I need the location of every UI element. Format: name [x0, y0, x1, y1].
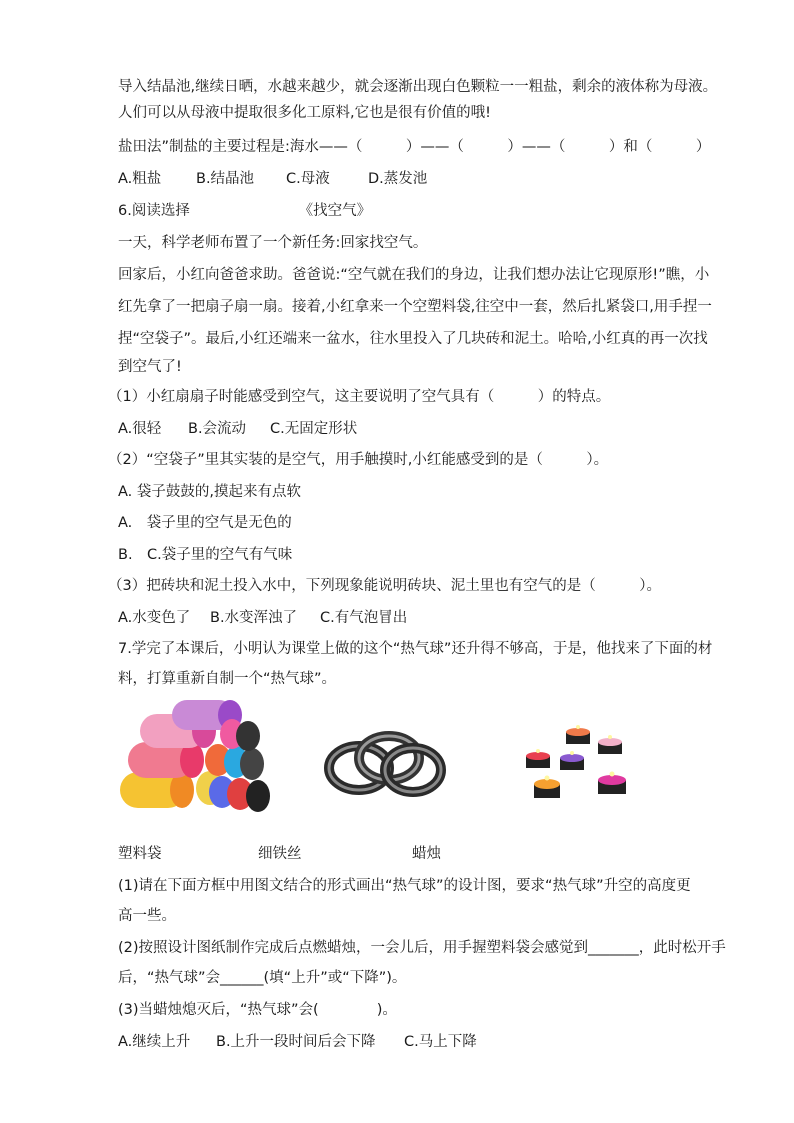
option: B.结晶池 [196, 171, 255, 187]
caption-plastic-bag: 塑料袋 [118, 846, 162, 862]
question-2-option-c: B. C.袋子里的空气有气味 [118, 547, 293, 563]
salt-process-question: 盐田法”制盐的主要过程是:海水——（ ）——（ ）——（ ）和（ ） [118, 139, 711, 155]
question-7-line-2: 料，打算重新自制一个“热气球”。 [118, 671, 337, 687]
plastic-bags-image [118, 696, 276, 820]
sub-question-1-line-2: 高一些。 [118, 908, 176, 924]
story-line-5: 到空气了! [118, 359, 182, 375]
sub-question-3-options [118, 1032, 477, 1052]
candles-image [520, 722, 640, 806]
question-1-options [118, 419, 357, 439]
option: C.母液 [286, 171, 330, 187]
sub-question-1-line-1: (1)请在下面方框中用图文结合的形式画出“热气球”的设计图，要求“热气球”升空的高度更 [118, 878, 691, 894]
question-7-line-1: 7.学完了本课后，小明认为课堂上做的这个“热气球”还升得不够高，于是，他找来了下面的材 [118, 641, 713, 657]
story-line-4: 捏“空袋子”。最后,小红还端来一盆水，往水里投入了几块砖和泥土。哈哈,小红真的再一次找 [118, 331, 708, 347]
story-line-2: 回家后，小红向爸爸求助。爸爸说:“空气就在我们的身边，让我们想办法让它现原形!”瞧，小 [118, 267, 710, 283]
question-1: （1）小红扇扇子时能感受到空气，这主要说明了空气具有（ ）的特点。 [108, 389, 611, 405]
option: B.上升一段时间后会下降 [216, 1034, 376, 1050]
wire-coil-icon [323, 722, 447, 802]
option: C.有气泡冒出 [320, 610, 408, 626]
option: B.水变浑浊了 [210, 610, 298, 626]
caption-candle: 蜡烛 [412, 846, 441, 862]
option: B.会流动 [188, 421, 247, 437]
caption-wire: 细铁丝 [258, 846, 302, 862]
salt-options [118, 169, 427, 189]
question-3-options [118, 608, 407, 628]
story-line-3: 红先拿了一把扇子扇一扇。接着,小红拿来一个空塑料袋,往空中一套，然后扎紧袋口,用手捏一 [118, 299, 712, 315]
option: C.马上下降 [404, 1034, 477, 1050]
story-line-1: 一天，科学老师布置了一个新任务:回家找空气。 [118, 235, 428, 251]
question-2-option-a: A. 袋子鼓鼓的,摸起来有点软 [118, 484, 301, 500]
option: A.水变色了 [118, 610, 191, 626]
plastic-bags-icon [118, 696, 276, 820]
text-line-1: 导入结晶池,继续日晒，水越来越少，就会逐渐出现白色颗粒一一粗盐，剩余的液体称为母液。 [118, 79, 718, 95]
question-2: （2）“空袋子”里其实装的是空气，用手触摸时,小红能感受到的是（ ）。 [108, 452, 609, 468]
option: C.无固定形状 [270, 421, 358, 437]
sub-question-2-line-2: 后，“热气球”会______(填“上升”或“下降”)。 [118, 970, 407, 986]
option: A.很轻 [118, 421, 162, 437]
wire-image [323, 722, 447, 802]
option: D.蒸发池 [368, 171, 428, 187]
question-3: （3）把砖块和泥土投入水中，下列现象能说明砖块、泥土里也有空气的是（ ）。 [108, 578, 661, 594]
candle-icon [520, 722, 640, 806]
section-6-title: 6.阅读选择 《找空气》 [118, 203, 372, 219]
sub-question-2-line-1: (2)按照设计图纸制作完成后点燃蜡烛，一会儿后，用手握塑料袋会感觉到_______，此时松开手 [118, 940, 726, 956]
option: A.粗盐 [118, 171, 162, 187]
question-2-option-b: A. 袋子里的空气是无色的 [118, 515, 292, 531]
sub-question-3: (3)当蜡烛熄灭后，“热气球”会( )。 [118, 1002, 397, 1018]
option: A.继续上升 [118, 1034, 191, 1050]
text-line-2: 人们可以从母液中提取很多化工原料,它也是很有价值的哦! [118, 105, 491, 121]
